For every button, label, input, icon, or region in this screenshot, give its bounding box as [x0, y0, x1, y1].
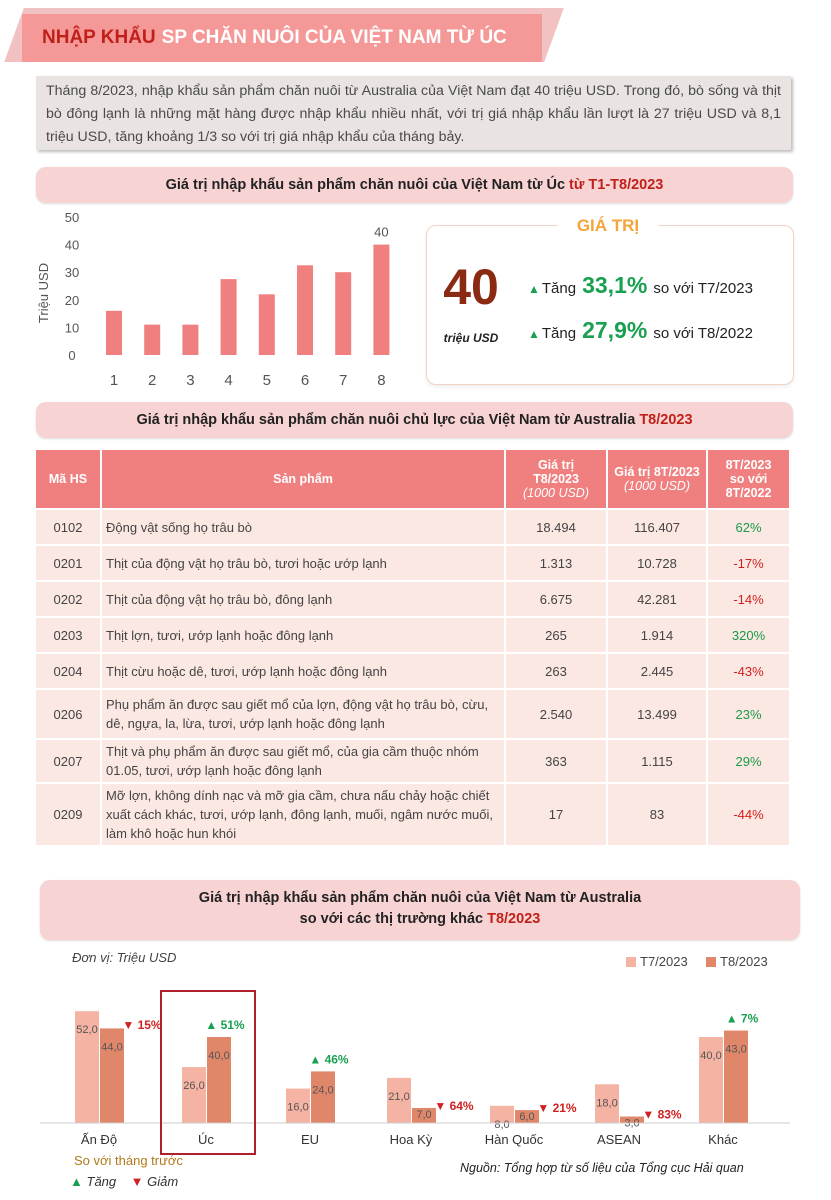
product-cell: Động vật sống họ trâu bò: [102, 510, 506, 544]
legend-t7-label: T7/2023: [640, 954, 688, 969]
table-row: [36, 740, 791, 782]
page-title-red: NHẬP KHẨU: [42, 27, 156, 48]
product-table: [36, 448, 791, 847]
product-cell: Phụ phẩm ăn được sau giết mổ của lợn, động vật họ trâu bò, cừu, dê, ngựa, la, lừa, tươi, ướp lạnh hoặc đông lạnh: [102, 690, 506, 738]
change-cell: -43%: [708, 654, 791, 688]
stat-yoy-prefix: Tăng: [541, 325, 577, 342]
page-title-rest: SP CHĂN NUÔI CỦA VIỆT NAM TỪ ÚC: [161, 27, 507, 48]
chart2-change-label: ▲ 46%: [309, 1052, 349, 1067]
ytd-value-cell: 83: [608, 784, 708, 845]
col-t8-unit: (1000 USD): [523, 486, 589, 500]
chart1-xtick: 2: [148, 372, 157, 389]
table-row: [36, 546, 791, 580]
chart1-bar: [373, 245, 389, 355]
col-t8-l1: Giá trị: [537, 458, 575, 472]
t8-value-cell: 17: [506, 784, 608, 845]
col-product: Sản phẩm: [102, 450, 506, 508]
col-change-l2: so với: [729, 472, 768, 486]
stat-mom-suffix: so với T7/2023: [653, 280, 753, 297]
down-triangle-icon: ▼: [130, 1174, 144, 1189]
chart2-label-t7: 52,0: [76, 1024, 98, 1037]
col-t8: [506, 450, 608, 508]
col-ytd-unit: (1000 USD): [624, 479, 690, 493]
chart1-xtick: 1: [109, 372, 119, 389]
t8-value-cell: 263: [506, 654, 608, 688]
stat-mom-pct: 33,1%: [582, 272, 648, 298]
down-label: Giảm: [147, 1174, 179, 1189]
legend-t8-swatch: [706, 957, 716, 967]
up-arrow-icon: ▲: [528, 282, 540, 296]
monthly-bar-chart: [20, 205, 420, 400]
chart1-xtick: 7: [339, 372, 348, 389]
prev-month-note: So với tháng trước: [74, 1153, 183, 1168]
ytd-value-cell: 2.445: [608, 654, 708, 688]
chart2-label-t8: 24,0: [312, 1084, 334, 1097]
table-row: [36, 690, 791, 738]
chart1-bar: [297, 265, 313, 355]
chart2-xtick: Hoa Kỳ: [389, 1132, 433, 1147]
stat-mom: [528, 272, 753, 299]
hs-code-cell: 0207: [36, 740, 102, 782]
chart2-label-t7: 18,0: [596, 1097, 618, 1110]
t8-value-cell: 18.494: [506, 510, 608, 544]
chart1-ylabel: Triệu USD: [36, 262, 51, 324]
section3-line2: so với các thị trường khác: [299, 911, 484, 927]
chart1-ytick: 30: [64, 265, 80, 281]
change-cell: 29%: [708, 740, 791, 782]
up-label: Tăng: [86, 1174, 117, 1189]
section2-title-red: T8/2023: [639, 412, 693, 428]
section2-header: [36, 402, 793, 438]
chart2-xtick: Hàn Quốc: [484, 1132, 544, 1147]
chart2-label-t8: 6,0: [519, 1111, 535, 1124]
product-cell: Thịt của động vật họ trâu bò, đông lạnh: [102, 582, 506, 616]
chart1-ytick: 10: [64, 320, 80, 336]
change-cell: 320%: [708, 618, 791, 652]
chart2-change-label: ▲ 51%: [205, 1018, 245, 1032]
col-change-l1: 8T/2023: [725, 458, 772, 472]
change-cell: -14%: [708, 582, 791, 616]
market-bar-chart: [0, 975, 831, 1155]
stat-yoy-pct: 27,9%: [582, 317, 648, 343]
chart2-change-label: ▼ 83%: [642, 1107, 682, 1122]
chart2-bar-t8: [311, 1071, 335, 1123]
product-cell: Thịt cừu hoặc dê, tươi, ướp lạnh hoặc đông lạnh: [102, 654, 506, 688]
chart1-bar: [182, 325, 198, 355]
value-box-title: GIÁ TRỊ: [558, 214, 658, 238]
hs-code-cell: 0206: [36, 690, 102, 738]
t8-value-cell: 2.540: [506, 690, 608, 738]
change-cell: -44%: [708, 784, 791, 845]
section3-line1: Giá trị nhập khẩu sản phẩm chăn nuôi của Việt Nam từ Australia: [198, 890, 642, 906]
chart2-change-label: ▼ 15%: [122, 1018, 162, 1033]
chart1-ytick: 50: [64, 210, 80, 225]
legend-t8: [706, 954, 768, 969]
chart1-bar: [106, 311, 122, 355]
hs-code-cell: 0203: [36, 618, 102, 652]
hs-code-cell: 0102: [36, 510, 102, 544]
chart1-ytick: 40: [64, 237, 80, 253]
product-cell: Thịt lợn, tươi, ướp lạnh hoặc đông lạnh: [102, 618, 506, 652]
chart1-data-label: 40: [374, 224, 389, 240]
chart1-xtick: 5: [262, 372, 271, 389]
t8-value-cell: 6.675: [506, 582, 608, 616]
col-ytd: [608, 450, 708, 508]
table-row: [36, 510, 791, 544]
col-t8-l2: T8/2023: [533, 472, 579, 486]
chart2-label-t7: 40,0: [700, 1050, 722, 1062]
section1-title-red: từ T1-T8/2023: [569, 177, 664, 193]
value-unit: triệu USD: [443, 331, 499, 345]
hs-code-cell: 0201: [36, 546, 102, 580]
chart1-xtick: 8: [377, 372, 386, 389]
chart2-xtick: Khác: [708, 1132, 738, 1147]
unit-note: Đơn vị: Triệu USD: [72, 950, 177, 965]
t8-value-cell: 265: [506, 618, 608, 652]
chart1-ytick: 0: [68, 348, 76, 363]
chart2-label-t8: 7,0: [416, 1108, 432, 1121]
ytd-value-cell: 42.281: [608, 582, 708, 616]
section1-title: Giá trị nhập khẩu sản phẩm chăn nuôi của Việt Nam từ Úc: [165, 177, 566, 193]
chart2-change-label: ▼ 21%: [537, 1101, 577, 1116]
chart2-xtick: Úc: [198, 1132, 214, 1147]
legend-t8-label: T8/2023: [720, 954, 768, 969]
chart2-xtick: Ấn Độ: [80, 1132, 118, 1147]
section3-line2-red: T8/2023: [487, 911, 541, 927]
section2-title: Giá trị nhập khẩu sản phẩm chăn nuôi chủ lực của Việt Nam từ Australia: [136, 412, 636, 428]
col-code: Mã HS: [36, 450, 102, 508]
ytd-value-cell: 116.407: [608, 510, 708, 544]
col-ytd-l1: Giá trị 8T/2023: [614, 465, 700, 479]
chart2-change-label: ▲ 7%: [725, 1011, 759, 1026]
col-change-l3: 8T/2022: [725, 486, 772, 500]
ytd-value-cell: 1.914: [608, 618, 708, 652]
chart2-label-t8: 40,0: [208, 1050, 230, 1062]
legend-arrows: [70, 1174, 178, 1189]
section3-header: [40, 880, 800, 940]
value-big-number: 40: [443, 259, 499, 315]
chart1-bar: [259, 294, 275, 355]
source-note: Nguồn: Tổng hợp từ số liệu của Tổng cục Hải quan: [460, 1161, 744, 1175]
change-cell: -17%: [708, 546, 791, 580]
t8-value-cell: 1.313: [506, 546, 608, 580]
chart2-label-t8: 43,0: [725, 1043, 747, 1056]
hs-code-cell: 0202: [36, 582, 102, 616]
change-cell: 62%: [708, 510, 791, 544]
chart1-xtick: 3: [186, 372, 195, 389]
up-arrow-icon: ▲: [528, 327, 540, 341]
chart1-bar: [144, 325, 160, 355]
ytd-value-cell: 10.728: [608, 546, 708, 580]
chart1-bar: [221, 279, 237, 355]
stat-mom-prefix: Tăng: [541, 280, 577, 297]
product-cell: Thịt của động vật họ trâu bò, tươi hoặc ướp lạnh: [102, 546, 506, 580]
stat-yoy-suffix: so với T8/2022: [653, 325, 753, 342]
ytd-value-cell: 1.115: [608, 740, 708, 782]
table-row: [36, 654, 791, 688]
chart2-label-t8: 3,0: [624, 1117, 640, 1130]
chart2-change-label: ▼ 64%: [434, 1098, 474, 1113]
hs-code-cell: 0204: [36, 654, 102, 688]
t8-value-cell: 363: [506, 740, 608, 782]
chart2-label-t7: 8,0: [494, 1118, 510, 1131]
chart2-label-t7: 21,0: [388, 1090, 410, 1103]
chart1-ytick: 20: [64, 292, 80, 308]
chart2-label-t8: 44,0: [101, 1041, 123, 1054]
product-cell: Mỡ lợn, không dính nạc và mỡ gia cầm, chưa nấu chảy hoặc chiết xuất cách khác, tươi, ướp lạnh, đông lạnh, muối, ngâm nước muối, làm khô hoặc hun khói: [102, 784, 506, 845]
change-cell: 23%: [708, 690, 791, 738]
legend-t7: [626, 954, 688, 969]
stat-yoy: [528, 317, 753, 344]
chart2-bar-t7: [182, 1067, 206, 1123]
page-title: [22, 14, 542, 62]
col-change: [708, 450, 791, 508]
chart1-xtick: 6: [300, 372, 310, 389]
section1-header: [36, 167, 793, 203]
up-triangle-icon: ▲: [70, 1174, 83, 1189]
legend-t7-swatch: [626, 957, 636, 967]
chart2-label-t7: 26,0: [183, 1080, 205, 1093]
table-row: [36, 582, 791, 616]
ytd-value-cell: 13.499: [608, 690, 708, 738]
chart2-xtick: ASEAN: [596, 1132, 642, 1147]
intro-paragraph: Tháng 8/2023, nhập khẩu sản phẩm chăn nuôi từ Australia của Việt Nam đạt 40 triệu USD. Trong đó, bò sống và thịt bò đông lạnh là những mặt hàng được nhập khẩu nhiều nhất, với trị giá nhập khẩu lần lượt là 27 triệu USD và 8,1 triệu USD, tăng khoảng 1/3 so với trị giá nhập khẩu của tháng bảy.: [36, 76, 791, 150]
hs-code-cell: 0209: [36, 784, 102, 845]
chart2-xtick: EU: [300, 1132, 320, 1147]
chart2-label-t7: 16,0: [287, 1101, 309, 1114]
table-row: [36, 618, 791, 652]
product-cell: Thịt và phụ phẩm ăn được sau giết mổ, của gia cầm thuộc nhóm 01.05, tươi, ướp lạnh hoặc đông lạnh: [102, 740, 506, 782]
chart1-bar: [335, 272, 351, 355]
chart1-xtick: 4: [224, 372, 233, 389]
table-row: [36, 784, 791, 845]
